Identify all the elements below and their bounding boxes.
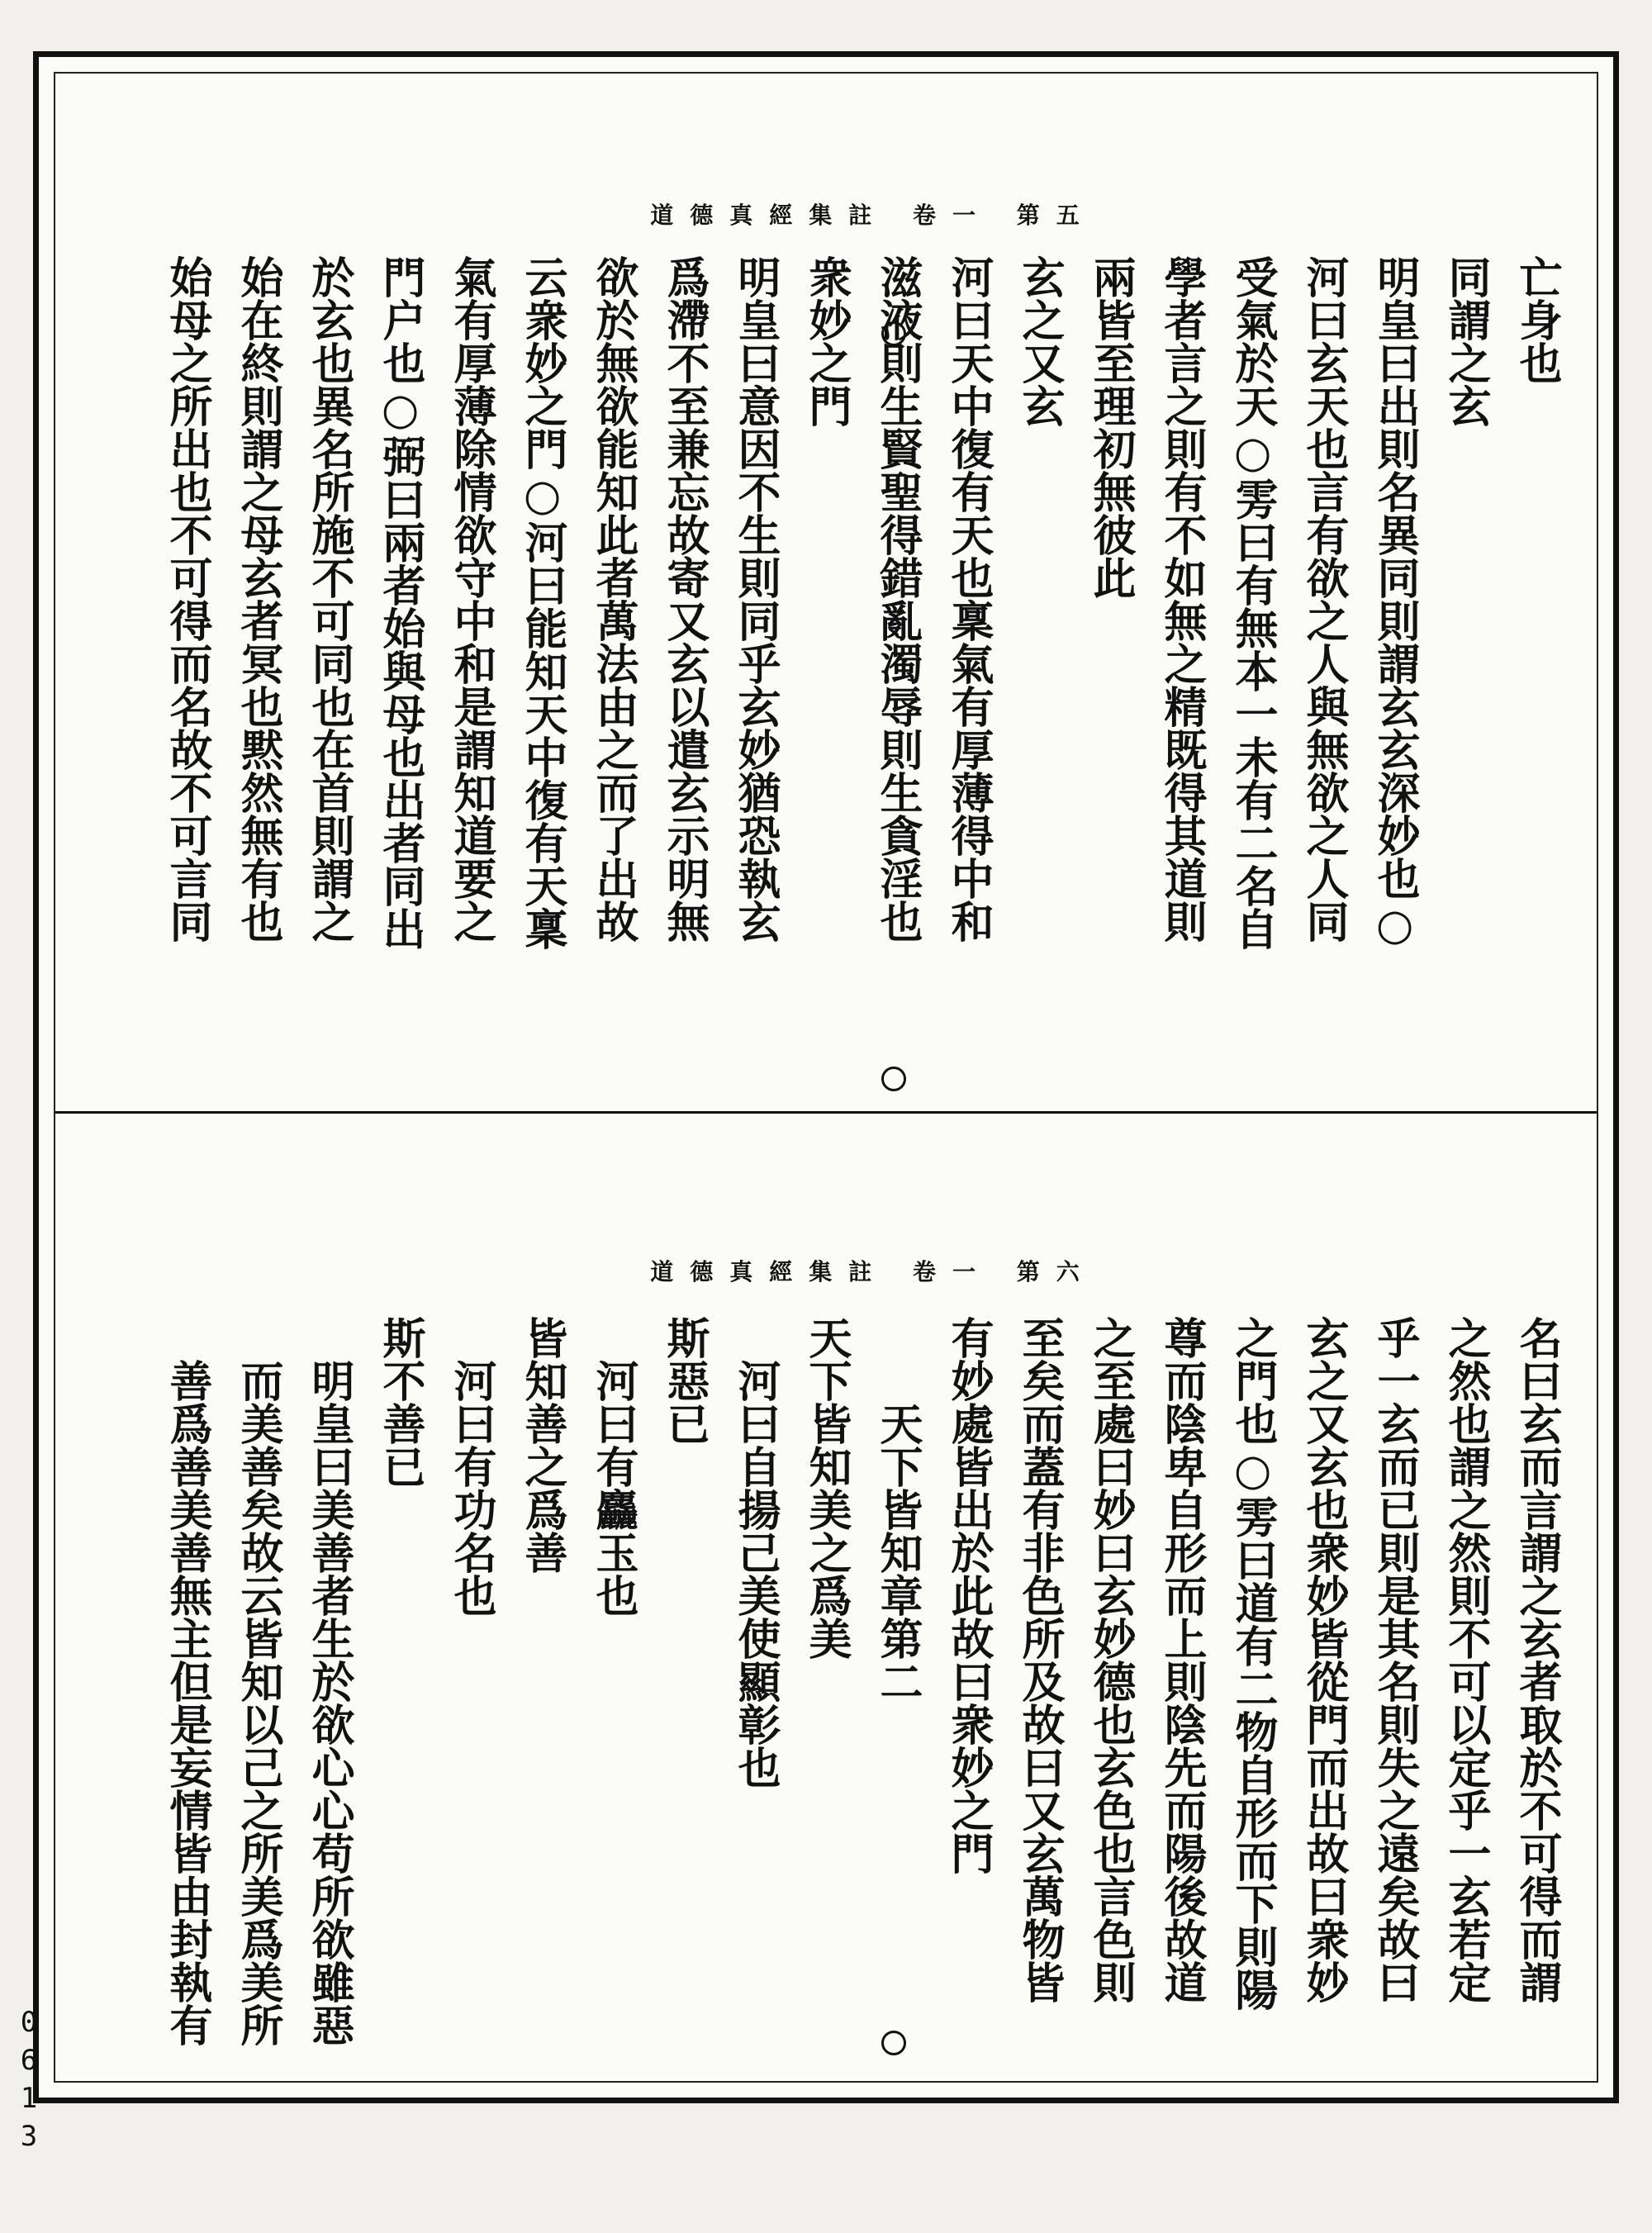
text-column: 衆妙之門 [801, 255, 852, 427]
text-column: 河曰自揚己美使顯彰也 [730, 1359, 781, 1789]
text-column: 滋液則生賢聖得錯亂濁辱則生貪淫也 [872, 255, 923, 943]
text-column: 爲滯不至兼忘故寄又玄以遣玄示明無 [659, 255, 710, 943]
text-column: 受氣於天○雱曰有無本一未有二名自 [1227, 255, 1278, 950]
text-column: 之至處曰妙曰玄妙德也玄色也言色則 [1085, 1316, 1136, 2003]
text-column: 河曰有麤玉也 [588, 1359, 638, 1617]
text-column: 而美善矣故云皆知以己之所美爲美所 [233, 1359, 283, 2046]
text-column: 斯惡已 [659, 1316, 710, 1445]
lower-running-header: 道德真經集註 卷一 第六 [650, 1258, 1096, 1285]
text-column: 玄之又玄也衆妙皆從門而出故曰衆妙 [1298, 1316, 1349, 2003]
text-column: 河曰玄天也言有欲之人與無欲之人同 [1298, 255, 1349, 943]
text-column: 天下皆知美之爲美 [801, 1316, 852, 1660]
text-column: 亡身也 [1512, 255, 1562, 384]
scripture-sheet [33, 51, 1619, 2103]
text-column: 云衆妙之門○河曰能知天中復有天稟 [517, 255, 567, 950]
text-column: 斯不善已 [375, 1316, 425, 1488]
page-frame [54, 72, 1598, 2083]
upper-running-header: 道德真經集註 卷一 第五 [650, 202, 1096, 229]
text-column: 皆知善之爲善 [517, 1316, 567, 1574]
circle-mark-icon [881, 1067, 906, 1091]
text-column: 始母之所出也不可得而名故不可言同 [162, 255, 212, 943]
text-column: 門户也○弼曰兩者始與母也出者同出 [375, 255, 425, 950]
text-column: 始在終則謂之母玄者冥也黙然無有也 [233, 255, 283, 943]
text-column: 之然也謂之然則不可以定乎一玄若定 [1441, 1316, 1491, 2003]
text-column: 天下皆知章第二 [872, 1402, 923, 1703]
text-column: 至矣而蓋有非色所及故曰又玄萬物皆 [1014, 1316, 1065, 2003]
text-column: 同謂之玄 [1441, 255, 1491, 427]
text-column: 欲於無欲能知此者萬法由之而了出故 [588, 255, 638, 943]
text-column: 學者言之則有不如無之精既得其道則 [1156, 255, 1207, 943]
lower-page [55, 1114, 1597, 2081]
text-column: 於玄也異名所施不可同也在首則謂之 [304, 255, 354, 943]
text-column: 河曰有功名也 [446, 1359, 496, 1617]
text-column: 有妙處皆出於此故曰衆妙之門 [943, 1316, 994, 1874]
page-number: 0613 [20, 2006, 38, 2153]
text-column: 氣有厚薄除情欲守中和是謂知道要之 [446, 255, 496, 943]
text-column: 明皇曰出則名異同則謂玄玄深妙也○ [1370, 255, 1420, 950]
text-column: 之門也○雱曰道有二物自形而下則陽 [1227, 1316, 1278, 2011]
upper-page [55, 74, 1597, 1111]
circle-mark-icon [881, 321, 906, 346]
text-column: 兩皆至理初無彼此 [1085, 255, 1136, 599]
lower-text-columns [105, 1316, 1572, 2233]
text-column: 明皇曰意因不生則同乎玄妙猶恐執玄 [730, 255, 781, 943]
text-column: 善爲善美善無主但是妄情皆由封執有 [162, 1359, 212, 2046]
text-column: 明皇曰美善者生於欲心心苟所欲雖惡 [304, 1359, 354, 2046]
text-column: 玄之又玄 [1014, 255, 1065, 427]
circle-mark-icon [881, 2031, 906, 2055]
text-column: 乎一玄而已則是其名則失之遠矣故曰 [1370, 1316, 1420, 2003]
text-column: 名曰玄而言謂之玄者取於不可得而謂 [1512, 1316, 1562, 2003]
text-column: 尊而陰卑自形而上則陰先而陽後故道 [1156, 1316, 1207, 2003]
upper-text-columns [105, 255, 1572, 1081]
text-column: 河曰天中復有天也稟氣有厚薄得中和 [943, 255, 994, 943]
